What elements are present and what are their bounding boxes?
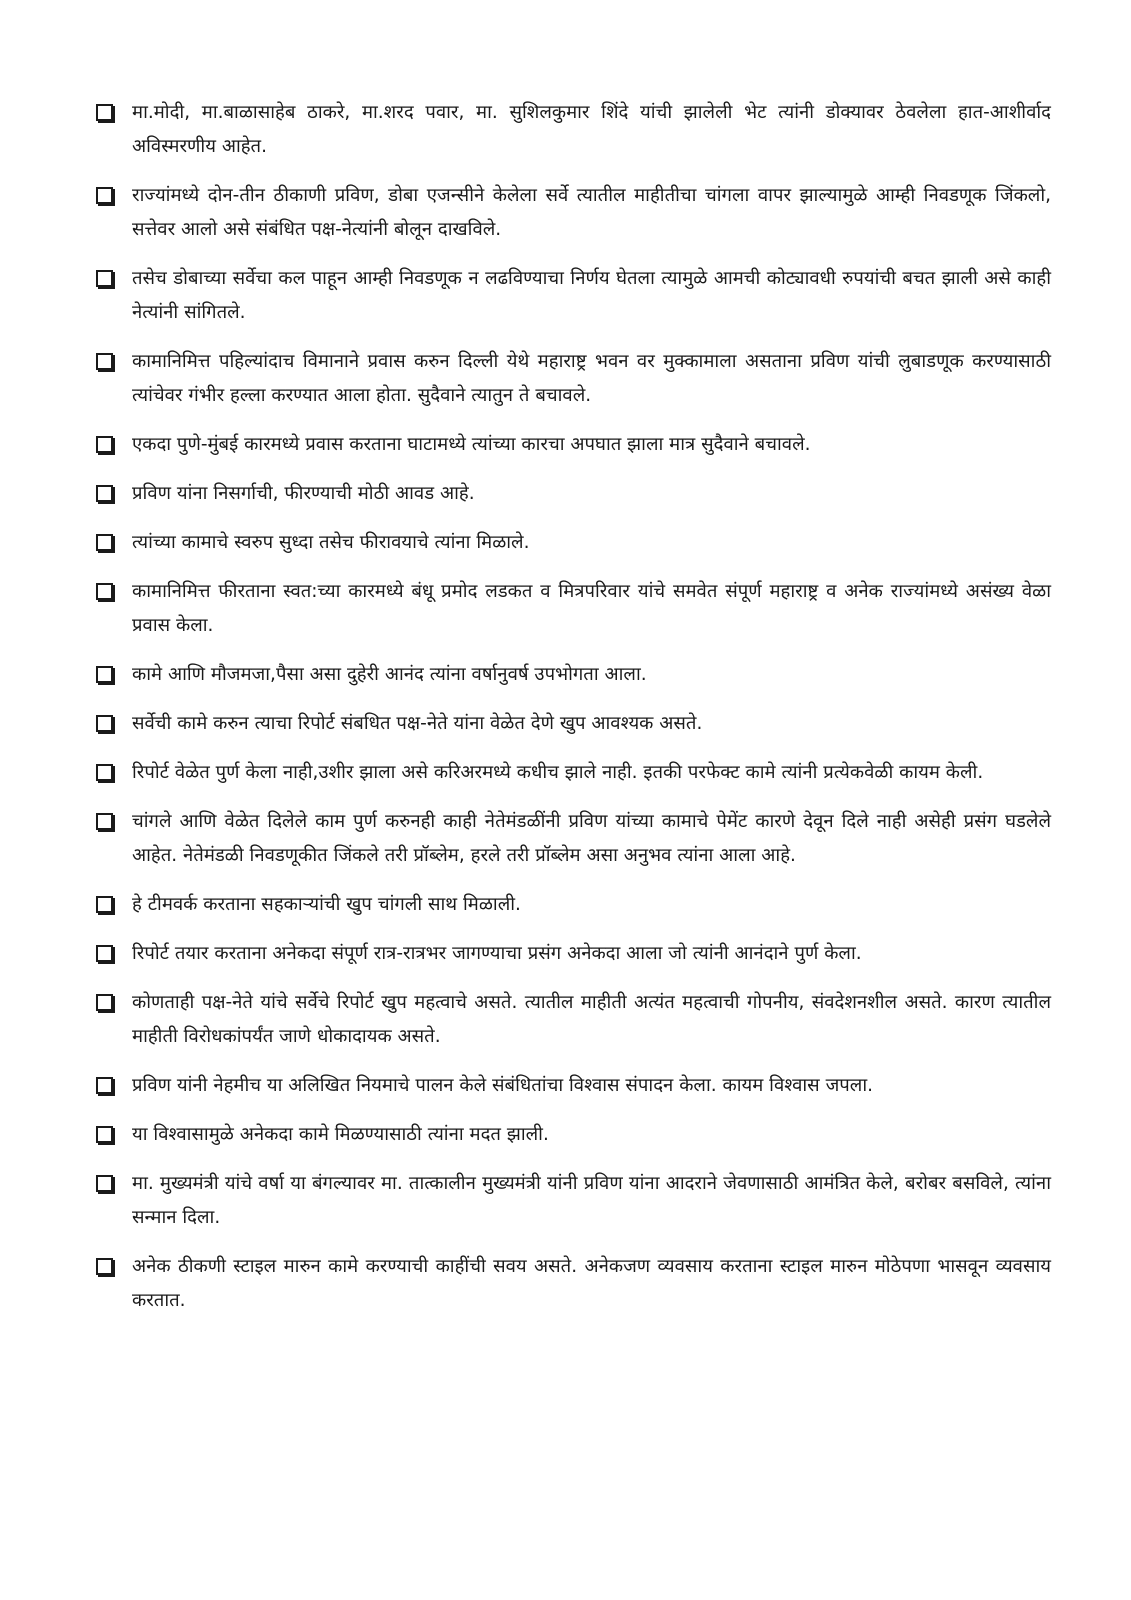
- checkbox-bullet-icon: [96, 436, 113, 453]
- checkbox-bullet-icon: [96, 583, 113, 600]
- checkbox-bullet-icon: [96, 104, 113, 121]
- list-item-text: राज्यांमध्ये दोन-तीन ठीकाणी प्रविण, डोबा एजन्सीने केलेला सर्वे त्यातील माहीतीचा चांगला वापर झाल्यामुळे आम्ही निवडणूक जिंकलो, सत्तेवर आलो असे संबंधित पक्ष-नेत्यांनी बोलून दाखविले.: [132, 185, 1051, 240]
- list-item-text: हे टीमवर्क करताना सहकाऱ्यांची खुप चांगली साथ मिळाली.: [132, 894, 521, 915]
- list-item: [96, 96, 1051, 164]
- list-item: [96, 575, 1051, 643]
- list-item-text: एकदा पुणे-मुंबई कारमध्ये प्रवास करताना घाटामध्ये त्यांच्या कारचा अपघात झाला मात्र सुदैवाने बचावले.: [132, 434, 811, 455]
- list-item: [96, 526, 1051, 560]
- checkbox-bullet-icon: [96, 534, 113, 551]
- list-item: [96, 707, 1051, 741]
- list-item: [96, 428, 1051, 462]
- list-item-text: प्रविण यांनी नेहमीच या अलिखित नियमाचे पालन केले संबंधितांचा विश्वास संपादन केला. कायम विश्वास जपला.: [132, 1075, 874, 1096]
- checkbox-bullet-icon: [96, 1258, 113, 1275]
- list-item: [96, 345, 1051, 413]
- list-item: [96, 1118, 1051, 1152]
- list-item-text: कामानिमित्त पहिल्यांदाच विमानाने प्रवास करुन दिल्ली येथे महाराष्ट्र भवन वर मुक्कामाला असताना प्रविण यांची लुबाडणूक करण्यासाठी त्यांचेवर गंभीर हल्ला करण्यात आला होता. सुदैवाने त्यातुन ते बचावले.: [132, 351, 1051, 406]
- list-item-text: मा.मोदी, मा.बाळासाहेब ठाकरे, मा.शरद पवार, मा. सुशिलकुमार शिंदे यांची झालेली भेट त्यांनी डोक्यावर ठेवलेला हात-आशीर्वाद अविस्मरणीय आहेत.: [132, 102, 1051, 157]
- list-item: [96, 986, 1051, 1054]
- list-item-text: सर्वेची कामे करुन त्याचा रिपोर्ट संबधित पक्ष-नेते यांना वेळेत देणे खुप आवश्यक असते.: [132, 713, 703, 734]
- list-item: [96, 1250, 1051, 1318]
- checkbox-bullet-icon: [96, 715, 113, 732]
- list-item: [96, 937, 1051, 971]
- bullet-list: [96, 96, 1051, 1318]
- list-item-text: चांगले आणि वेळेत दिलेले काम पुर्ण करुनही काही नेतेमंडळींनी प्रविण यांच्या कामाचे पेमेंट कारणे देवून दिले नाही असेही प्रसंग घडलेले आहेत. नेतेमंडळी निवडणूकीत जिंकले तरी प्रॉब्लेम, हरले तरी प्रॉब्लेम असा अनुभव त्यांना आला आहे.: [132, 811, 1051, 866]
- checkbox-bullet-icon: [96, 187, 113, 204]
- list-item-text: कोणताही पक्ष-नेते यांचे सर्वेचे रिपोर्ट खुप महत्वाचे असते. त्यातील माहीती अत्यंत महत्वाची गोपनीय, संवदेशनशील असते. कारण त्यातील माहीती विरोधकांपर्यंत जाणे धोकादायक असते.: [132, 992, 1051, 1047]
- list-item-text: रिपोर्ट वेळेत पुर्ण केला नाही,उशीर झाला असे करिअरमध्ये कधीच झाले नाही. इतकी परफेक्ट कामे त्यांनी प्रत्येकवेळी कायम केली.: [132, 762, 984, 783]
- list-item-text: मा. मुख्यमंत्री यांचे वर्षा या बंगल्यावर मा. तात्कालीन मुख्यमंत्री यांनी प्रविण यांना आदराने जेवणासाठी आमंत्रित केले, बरोबर बसविले, त्यांना सन्मान दिला.: [132, 1173, 1051, 1228]
- checkbox-bullet-icon: [96, 1126, 113, 1143]
- list-item: [96, 756, 1051, 790]
- checkbox-bullet-icon: [96, 353, 113, 370]
- checkbox-bullet-icon: [96, 813, 113, 830]
- checkbox-bullet-icon: [96, 764, 113, 781]
- list-item-text: तसेच डोबाच्या सर्वेचा कल पाहून आम्ही निवडणूक न लढविण्याचा निर्णय घेतला त्यामुळे आमची कोट्यावधी रुपयांची बचत झाली असे काही नेत्यांनी सांगितले.: [132, 268, 1051, 323]
- list-item-text: त्यांच्या कामाचे स्वरुप सुध्दा तसेच फीरावयाचे त्यांना मिळाले.: [132, 532, 530, 553]
- list-item: [96, 805, 1051, 873]
- checkbox-bullet-icon: [96, 270, 113, 287]
- list-item-text: कामे आणि मौजमजा,पैसा असा दुहेरी आनंद त्यांना वर्षानुवर्ष उपभोगता आला.: [132, 664, 647, 685]
- checkbox-bullet-icon: [96, 485, 113, 502]
- list-item-text: रिपोर्ट तयार करताना अनेकदा संपूर्ण रात्र-रात्रभर जागण्याचा प्रसंग अनेकदा आला जो त्यांनी आनंदाने पुर्ण केला.: [132, 943, 862, 964]
- checkbox-bullet-icon: [96, 994, 113, 1011]
- list-item-text: प्रविण यांना निसर्गाची, फीरण्याची मोठी आवड आहे.: [132, 483, 475, 504]
- list-item: [96, 1069, 1051, 1103]
- checkbox-bullet-icon: [96, 896, 113, 913]
- list-item: [96, 1167, 1051, 1235]
- list-item: [96, 888, 1051, 922]
- checkbox-bullet-icon: [96, 666, 113, 683]
- checkbox-bullet-icon: [96, 945, 113, 962]
- list-item: [96, 262, 1051, 330]
- checkbox-bullet-icon: [96, 1175, 113, 1192]
- list-item-text: कामानिमित्त फीरताना स्वत:च्या कारमध्ये बंधू प्रमोद लडकत व मित्रपरिवार यांचे समवेत संपूर्ण महाराष्ट्र व अनेक राज्यांमध्ये असंख्य वेळा प्रवास केला.: [132, 581, 1051, 636]
- list-item: [96, 658, 1051, 692]
- list-item-text: या विश्वासामुळे अनेकदा कामे मिळण्यासाठी त्यांना मदत झाली.: [132, 1124, 549, 1145]
- list-item: [96, 477, 1051, 511]
- checkbox-bullet-icon: [96, 1077, 113, 1094]
- list-item: [96, 179, 1051, 247]
- list-item-text: अनेक ठीकणी स्टाइल मारुन कामे करण्याची काहींची सवय असते. अनेकजण व्यवसाय करताना स्टाइल मारुन मोठेपणा भासवून व्यवसाय करतात.: [132, 1256, 1051, 1311]
